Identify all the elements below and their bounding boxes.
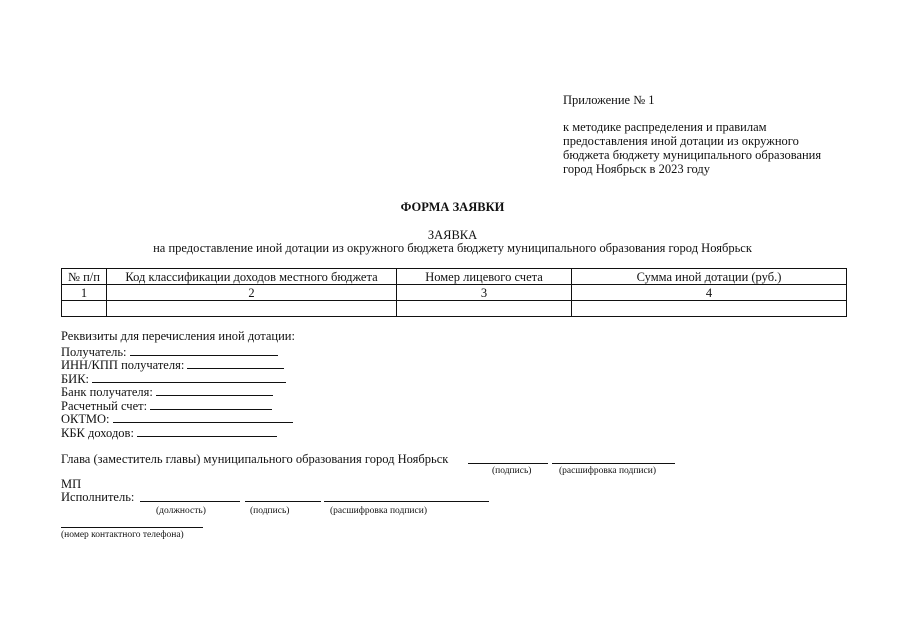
phone-blank[interactable] (61, 527, 203, 528)
table-cell-empty[interactable] (62, 301, 107, 317)
field-label: Получатель: (61, 345, 127, 359)
column-number: 1 (62, 285, 107, 301)
field-kbk (61, 424, 277, 440)
appendix-note-line: к методике распределения и правилам (563, 120, 767, 134)
appendix-note-line: предоставления иной дотации из окружного (563, 134, 799, 148)
header-cell-amount: Сумма иной дотации (руб.) (572, 269, 847, 285)
column-number: 3 (397, 285, 572, 301)
field-label: Банк получателя: (61, 385, 153, 399)
table-cell-empty[interactable] (107, 301, 397, 317)
field-label: Расчетный счет: (61, 399, 148, 413)
field-label: БИК: (61, 372, 90, 386)
column-number: 2 (107, 285, 397, 301)
form-title: ФОРМА ЗАЯВКИ (400, 200, 505, 214)
header-cell-account: Номер лицевого счета (397, 269, 572, 285)
account-blank[interactable] (150, 397, 272, 410)
field-label: КБК доходов: (61, 426, 134, 440)
request-subtitle: на предоставление иной дотации из окружного бюджета бюджету муниципального образования город Ноябрьск (153, 241, 752, 255)
head-caption-decode: (расшифровка подписи) (559, 466, 656, 476)
kbk-blank[interactable] (137, 424, 277, 437)
table-row-empty (62, 301, 847, 317)
executor-sign-blank[interactable] (245, 501, 321, 502)
exec-caption-sign: (подпись) (250, 506, 290, 516)
recipient-blank[interactable] (130, 343, 278, 356)
table-cell-empty[interactable] (397, 301, 572, 317)
head-caption-sign: (подпись) (492, 466, 532, 476)
table-header-row (62, 269, 847, 285)
table-cell-empty[interactable] (572, 301, 847, 317)
executor-decode-blank[interactable] (324, 501, 489, 502)
field-label: ОКТМО: (61, 412, 110, 426)
field-label: ИНН/КПП получателя: (61, 358, 185, 372)
table-row-numbers (62, 285, 847, 301)
head-sign-blank[interactable] (468, 463, 548, 464)
exec-caption-position: (должность) (156, 506, 206, 516)
request-title: ЗАЯВКА (427, 228, 478, 242)
bank-blank[interactable] (156, 383, 273, 396)
bik-blank[interactable] (92, 370, 286, 383)
appendix-note (563, 120, 821, 176)
head-label: Глава (заместитель главы) муниципального образования город Ноябрьск (61, 452, 449, 466)
header-cell-code: Код классификации доходов местного бюджета (107, 269, 397, 285)
appendix-note-line: город Ноябрьск в 2023 году (563, 162, 711, 176)
phone-caption: (номер контактного телефона) (61, 530, 184, 540)
executor-label: Исполнитель: (61, 490, 135, 504)
requisites-title: Реквизиты для перечисления иной дотации: (61, 329, 295, 343)
appendix-title: Приложение № 1 (563, 93, 655, 107)
oktmo-blank[interactable] (113, 410, 293, 423)
executor-position-blank[interactable] (140, 501, 240, 502)
appendix-note-line: бюджета бюджету муниципального образования (563, 148, 822, 162)
stamp-label: МП (61, 477, 82, 491)
header-cell-number: № п/п (62, 269, 107, 285)
inn-kpp-blank[interactable] (187, 356, 284, 369)
column-number: 4 (572, 285, 847, 301)
exec-caption-decode: (расшифровка подписи) (330, 506, 427, 516)
request-table (61, 268, 847, 317)
head-decode-blank[interactable] (552, 463, 675, 464)
